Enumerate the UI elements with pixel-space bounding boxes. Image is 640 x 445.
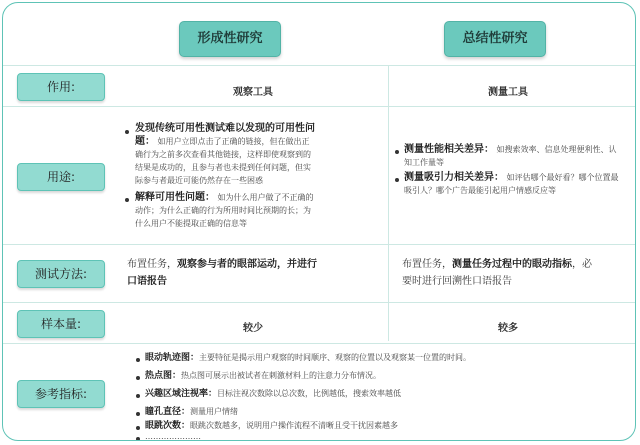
use-formative-item-2-text-3: 什么用户不能提取正确的信息等 [135, 219, 247, 228]
method-formative-bold-2: 口语报告 [127, 276, 167, 287]
sample-formative: 较少 [243, 323, 263, 334]
indicator-desc: 目标注视次数除以总次数，比例越低，搜索效率越低 [217, 389, 402, 398]
bullet-dot [125, 130, 129, 134]
use-summative-item-1-text: 如搜索效率、信息处理便利性、认 [496, 145, 617, 154]
use-formative-item-1-title: 发现传统可用性测试难以发现的可用性问 [135, 123, 315, 134]
indicator-heatmap [145, 370, 381, 382]
bullet-dot [136, 376, 140, 380]
bullet-dot [136, 426, 140, 430]
purpose-formative: 观察工具 [233, 87, 273, 98]
use-formative-item-1-title-cont: 题 [135, 136, 145, 147]
method-formative [127, 256, 367, 290]
indicator-name: 眼动轨迹图： [145, 353, 200, 363]
bullet-dot [395, 150, 399, 154]
method-summative-rest: ，必 [572, 259, 592, 270]
bullet-dot [395, 178, 399, 182]
use-formative-item-1-text-4: 际参与者最近可能仍然存在一些困惑 [135, 176, 263, 185]
method-summative [402, 256, 636, 290]
bullet-dot [125, 198, 129, 202]
row-label-method: 测试方法: [17, 260, 105, 288]
use-summative-item-1-text-2: 知工作量等 [404, 158, 444, 167]
method-summative-bold: 测量任务过程中的眼动指标 [452, 259, 572, 270]
purpose-summative: 测量工具 [488, 87, 528, 98]
use-formative-item-2-text-2: 动作；为什么正确的行为所用时间比预期的长；为 [135, 206, 311, 215]
use-summative-item-1: 测量性能相关差异： 如搜索效率、信息处理便利性、认 知工作量等 [404, 144, 617, 167]
indicator-name: 热点图： [145, 371, 182, 381]
use-formative-item-1-text: 如用户立即点击了正确的链接，但在做出正 [157, 137, 310, 146]
row-label-sample: 样本量: [17, 310, 105, 338]
use-formative-item-2-text: 如为什么用户做了不正确的 [217, 193, 314, 202]
indicator-gaze-plot [145, 352, 471, 364]
indicator-name: 瞳孔直径： [145, 407, 191, 417]
indicator-desc: 热点图可展示出被试者在刺激材料上的注意力分布情况。 [181, 371, 382, 380]
use-summative-item-2-text: 如评估哪个最好看？哪个位置最 [506, 173, 619, 182]
comparison-frame [2, 2, 636, 441]
use-formative-item-2: 解释可用性问题： 如为什么用户做了不正确的 动作；为什么正确的行为所用时间比预期的长；为 什么用户不能提取正确的信息等 [135, 192, 314, 228]
indicator-desc: 眼跳次数越多，说明用户操作流程不清晰且受干扰因素越多 [190, 421, 399, 430]
method-summative-rest-2: 要时进行回溯性口语报告 [402, 276, 512, 287]
use-formative-item-2-title: 解释可用性问题 [135, 192, 205, 203]
use-summative-item-2-text-2: 吸引人？哪个广告最能引起用户情感反应等 [404, 186, 556, 195]
use-formative-item-1-text-2: 确行为之前多次查看其他链接，这样即使观察到的 [135, 150, 311, 159]
bullet-dot [136, 412, 140, 416]
row-label-indicators: 参考指标: [17, 380, 105, 408]
use-summative-item-2-title: 测量吸引力相关差异 [404, 172, 494, 183]
indicator-name: 眼跳次数： [145, 421, 191, 431]
indicator-pupil [145, 406, 238, 418]
use-formative-item-1-text-3: 结果是成功的，且参与者也未提到任何问题，但实 [135, 163, 311, 172]
row-divider-2 [3, 106, 636, 107]
method-formative-plain: 布置任务， [127, 259, 177, 270]
row-divider-4 [3, 302, 636, 303]
summative-header: 总结性研究 [444, 21, 546, 57]
method-summative-plain: 布置任务， [402, 259, 452, 270]
row-divider-5 [3, 343, 636, 344]
indicator-aoi-fixation [145, 388, 401, 400]
row-divider-1 [3, 65, 636, 66]
use-summative-item-2: 测量吸引力相关差异： 如评估哪个最好看？哪个位置最 吸引人？哪个广告最能引起用户情感反应等 [404, 172, 619, 195]
method-formative-bold: 观察参与者的眼部运动，并进行 [177, 259, 317, 270]
row-label-use: 用途: [17, 163, 105, 191]
bullet-dot [136, 358, 140, 362]
sample-summative: 较多 [498, 323, 518, 334]
bullet-dot [136, 437, 140, 441]
use-formative-item-1: 发现传统可用性测试难以发现的可用性问 题： 如用户立即点击了正确的链接，但在做出正 确行为之前多次查看其他链接，这样即使观察到的 结果是成功的，且参与者也未提到任何问题，但实 际参与者最近可能仍然存在一些困惑 [135, 123, 315, 185]
bullet-dot [136, 394, 140, 398]
indicator-desc: 测量用户情绪 [190, 407, 239, 416]
row-label-purpose: 作用: [17, 73, 105, 101]
indicator-desc: 主要特征是揭示用户观察的时间顺序、观察的位置以及观察某一位置的时间。 [199, 353, 472, 362]
indicator-name: 兴趣区域注视率： [145, 389, 218, 399]
indicator-ellipsis: ………………… [145, 432, 201, 441]
use-summative-item-1-title: 测量性能相关差异 [404, 144, 484, 155]
formative-header: 形成性研究 [179, 21, 281, 57]
row-divider-3 [3, 244, 636, 245]
